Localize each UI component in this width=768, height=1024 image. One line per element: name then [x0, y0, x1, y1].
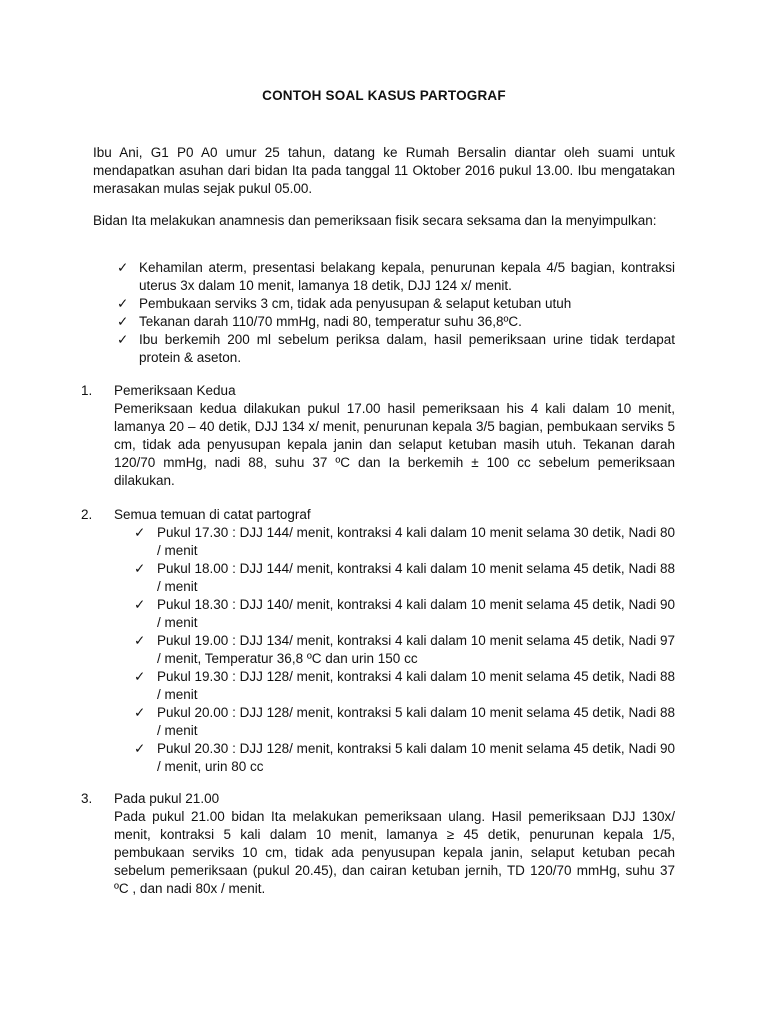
finding-item: ✓ Tekanan darah 110/70 mmHg, nadi 80, temperatur suhu 36,8ºC. — [117, 314, 522, 329]
section-heading: Pada pukul 21.00 — [114, 791, 220, 806]
intro-paragraph: Ibu Ani, G1 P0 A0 umur 25 tahun, datang ke Rumah Bersalin diantar oleh suami untuk mendapatkan asuhan dari bidan Ita pada tanggal 11 Oktober 2016 pukul 13.00. Ibu mengatakan merasakan mulas sejak pukul 05.00. — [93, 145, 675, 196]
checkmark-icon: ✓ — [117, 314, 129, 329]
checkmark-icon: ✓ — [134, 561, 146, 576]
section-1 — [81, 382, 681, 490]
section-number: 1. — [81, 383, 93, 398]
partograf-entries-list — [114, 524, 675, 776]
document-title: CONTOH SOAL KASUS PARTOGRAF — [262, 88, 506, 103]
checkmark-icon: ✓ — [134, 597, 146, 612]
section-number: 3. — [81, 791, 93, 806]
checkmark-icon: ✓ — [117, 332, 129, 347]
checkmark-icon: ✓ — [134, 705, 146, 720]
checkmark-icon: ✓ — [134, 669, 146, 684]
partograf-entry: ✓ Pukul 19.30 : DJJ 128/ menit, kontraksi 4 kali dalam 10 menit selama 45 detik, Nadi 88 / menit — [134, 669, 675, 702]
finding-item: ✓ Ibu berkemih 200 ml sebelum periksa dalam, hasil pemeriksaan urine tidak terdapat protein & aseton. — [117, 332, 675, 365]
partograf-entry: ✓ Pukul 19.00 : DJJ 134/ menit, kontraksi 4 kali dalam 10 menit selama 45 detik, Nadi 97 / menit, Temperatur 36,8 ºC dan urin 150 cc — [134, 633, 675, 666]
finding-item: ✓ Pembukaan serviks 3 cm, tidak ada penyusupan & selaput ketuban utuh — [117, 296, 572, 311]
section-body: Pemeriksaan kedua dilakukan pukul 17.00 hasil pemeriksaan his 4 kali dalam 10 menit, lamanya 20 – 40 detik, DJJ 134 x/ menit, penurunan kepala 3/5 bagian, pembukaan serviks 5 cm, tidak ada penyusupan kepala janin dan selaput ketuban masih utuh. Tekanan darah 120/70 mmHg, nadi 88, suhu 37 ºC dan Ia berkemih ± 100 cc sebelum pemeriksaan dilakukan. — [114, 401, 675, 488]
section-number: 2. — [81, 507, 93, 522]
section-2 — [81, 506, 681, 776]
findings-list — [93, 259, 675, 367]
checkmark-icon: ✓ — [134, 741, 146, 756]
partograf-entry: ✓ Pukul 20.30 : DJJ 128/ menit, kontraksi 5 kali dalam 10 menit selama 45 detik, Nadi 90 / menit, urin 80 cc — [134, 741, 675, 774]
section-3 — [81, 790, 681, 898]
checkmark-icon: ✓ — [134, 633, 146, 648]
summary-lead-paragraph: Bidan Ita melakukan anamnesis dan pemeriksaan fisik secara seksama dan Ia menyimpulkan: — [93, 213, 657, 228]
section-body: Pada pukul 21.00 bidan Ita melakukan pemeriksaan ulang. Hasil pemeriksaan DJJ 130x/ menit, kontraksi 5 kali dalam 10 menit, lamanya ≥ 45 detik, penurunan kepala 1/5, pembukaan serviks 10 cm, tidak ada penyusupan kepala janin, selaput ketuban pecah sebelum pemeriksaan (pukul 20.45), dan cairan ketuban jernih, TD 120/70 mmHg, suhu 37 ºC , dan nadi 80x / menit. — [114, 809, 675, 896]
partograf-entry: ✓ Pukul 18.30 : DJJ 140/ menit, kontraksi 4 kali dalam 10 menit selama 45 detik, Nadi 90 / menit — [134, 597, 675, 630]
checkmark-icon: ✓ — [117, 296, 129, 311]
section-heading: Pemeriksaan Kedua — [114, 383, 236, 398]
partograf-entry: ✓ Pukul 17.30 : DJJ 144/ menit, kontraksi 4 kali dalam 10 menit selama 30 detik, Nadi 80 / menit — [134, 525, 675, 558]
section-heading: Semua temuan di catat partograf — [114, 507, 311, 522]
partograf-entry: ✓ Pukul 18.00 : DJJ 144/ menit, kontraksi 4 kali dalam 10 menit selama 45 detik, Nadi 88 / menit — [134, 561, 675, 594]
partograf-entry: ✓ Pukul 20.00 : DJJ 128/ menit, kontraksi 5 kali dalam 10 menit selama 45 detik, Nadi 88 / menit — [134, 705, 675, 738]
finding-item: ✓ Kehamilan aterm, presentasi belakang kepala, penurunan kepala 4/5 bagian, kontraksi uterus 3x dalam 10 menit, lamanya 18 detik, DJJ 124 x/ menit. — [117, 260, 675, 293]
checkmark-icon: ✓ — [117, 260, 129, 275]
checkmark-icon: ✓ — [134, 525, 146, 540]
